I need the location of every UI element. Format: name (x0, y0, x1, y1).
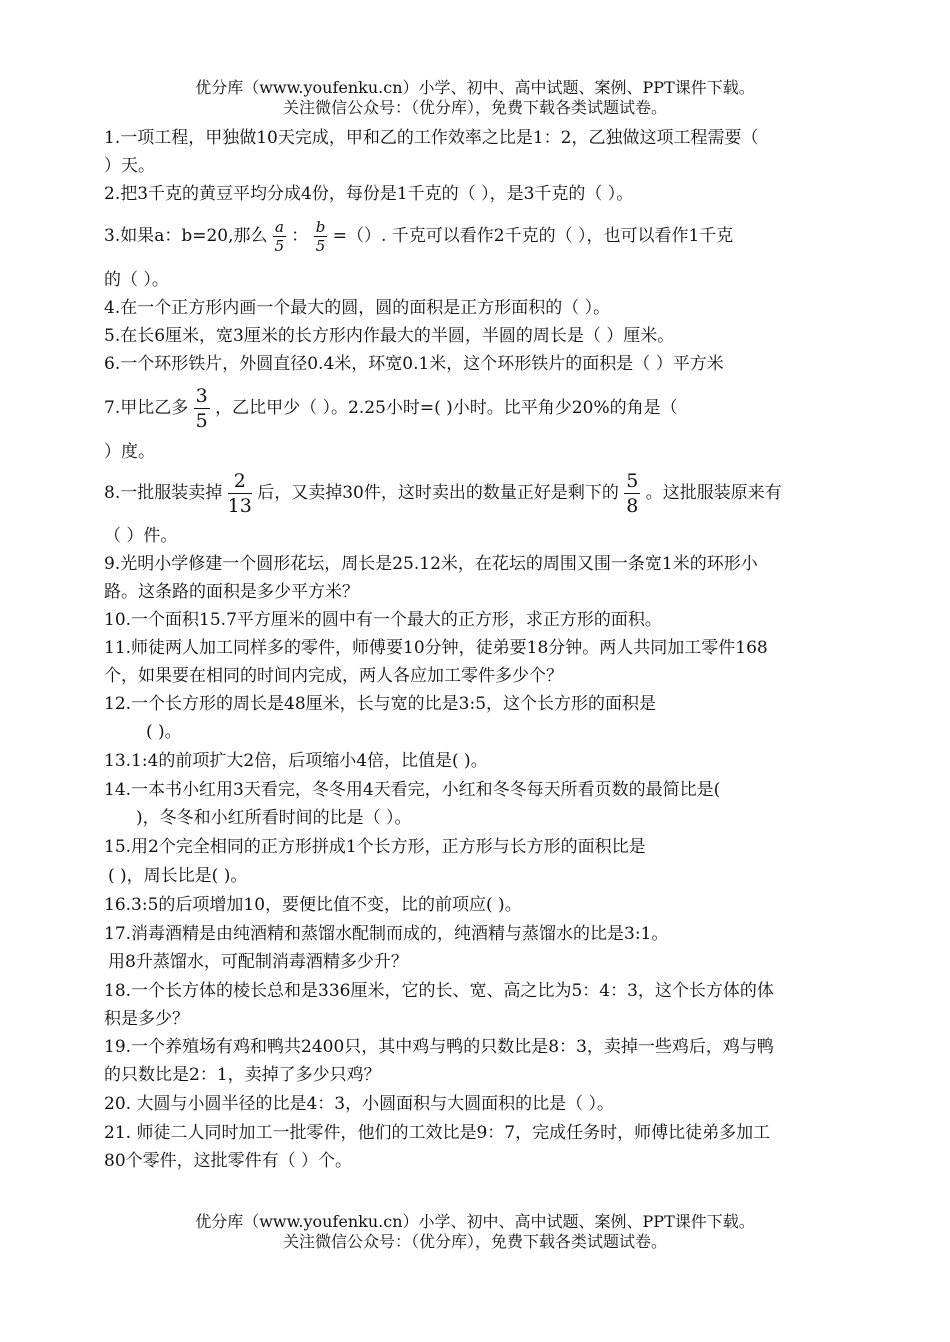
question-8-text-b: 后，又卖掉30件，这时卖出的数量正好是剩下的 (257, 483, 619, 503)
fraction-3-over-5 (194, 384, 210, 433)
question-7-text-a: 7.甲比乙多 (104, 398, 189, 418)
fraction-denominator: 5 (195, 410, 208, 432)
question-2: 2.把3千克的黄豆平均分成4份，每份是1千克的（ ），是3千克的（ ）。 (104, 184, 634, 204)
question-18-line-1: 18.一个长方体的棱长总和是336厘米，它的长、宽、高之比为5：4：3，这个长方体的体 (104, 981, 774, 1001)
question-14-line-1: 14.一本书小红用3天看完，冬冬用4天看完，小红和冬冬每天所看页数的最简比是( (104, 780, 721, 800)
question-4: 4.在一个正方形内画一个最大的圆，圆的面积是正方形面积的（ ）。 (104, 298, 611, 318)
fraction-5-over-8 (624, 469, 640, 518)
question-17-line-1: 17.消毒酒精是由纯酒精和蒸馏水配制而成的，纯酒精与蒸馏水的比是3:1。 (104, 924, 669, 944)
question-20: 20. 大圆与小圆半径的比是4：3，小圆面积与大圆面积的比是（ ）。 (104, 1094, 614, 1114)
fraction-denominator: 5 (274, 237, 285, 255)
question-10: 10.一个面积15.7平方厘米的圆中有一个最大的正方形，求正方形的面积。 (104, 610, 662, 630)
question-21-line-2: 80个零件，这批零件有（ ）个。 (104, 1151, 353, 1171)
question-13: 13.1:4的前项扩大2倍，后项缩小4倍，比值是( )。 (104, 751, 488, 771)
ratio-colon: ： (291, 226, 309, 246)
fraction-denominator: 13 (227, 495, 252, 517)
question-3-line-1 (104, 218, 733, 255)
question-11-line-1: 11.师徒两人加工同样多的零件，师傅要10分钟，徒弟要18分钟。两人共同加工零件168 (104, 638, 768, 658)
page-footer (0, 1212, 950, 1252)
question-12-line-1: 12.一个长方形的周长是48厘米，长与宽的比是3:5，这个长方形的面积是 (104, 694, 657, 714)
question-8-text-c: 。这批服装原来有 (645, 483, 782, 503)
question-1-line-2: ）天。 (104, 156, 155, 176)
footer-line-1: 优分库（www.youfenku.cn）小学、初中、高中试题、案例、PPT课件下载。 (195, 1212, 755, 1231)
question-15-line-1: 15.用2个完全相同的正方形拼成1个长方形，正方形与长方形的面积比是 (104, 837, 646, 857)
question-5: 5.在长6厘米，宽3厘米的长方形内作最大的半圆，半圆的周长是（ ）厘米。 (104, 326, 675, 346)
fraction-numerator: b (315, 218, 326, 236)
question-19-line-1: 19.一个养殖场有鸡和鸭共2400只，其中鸡与鸭的只数比是8：3，卖掉一些鸡后，鸡与鸭 (104, 1037, 774, 1057)
question-7-line-2: ）度。 (104, 442, 155, 462)
fraction-denominator: 8 (626, 495, 639, 517)
footer-line-2: 关注微信公众号：（优分库），免费下载各类试题试卷。 (282, 1232, 667, 1251)
fraction-numerator: a (274, 218, 284, 236)
fraction-numerator: 5 (626, 470, 639, 492)
question-3-text-b: =（）. 千克可以看作2千克的（ ），也可以看作1千克 (332, 226, 734, 246)
fraction-numerator: 3 (195, 385, 208, 407)
question-7-line-1 (104, 384, 678, 433)
question-9-line-2: 路。这条路的面积是多少平方米？ (104, 582, 359, 602)
question-6: 6.一个环形铁片，外圆直径0.4米，环宽0.1米，这个环形铁片的面积是（ ）平方米 (104, 354, 724, 374)
question-17-line-2: 用8升蒸馏水，可配制消毒酒精多少升？ (108, 952, 408, 972)
fraction-numerator: 2 (228, 469, 252, 494)
question-16: 16.3:5的后项增加10，要便比值不变，比的前项应( )。 (104, 895, 522, 915)
question-14-line-2: )，冬冬和小红所看时间的比是（ ）。 (136, 808, 412, 828)
question-21-line-1: 21. 师徒二人同时加工一批零件，他们的工效比是9：7，完成任务时，师傅比徒弟多加工 (104, 1123, 771, 1143)
question-9-line-1: 9.光明小学修建一个圆形花坛，周长是25.12米，在花坛的周围又围一条宽1米的环形小 (104, 554, 758, 574)
question-19-line-2: 的只数比是2：1，卖掉了多少只鸡？ (104, 1065, 381, 1085)
question-7-text-b: ，乙比甲少（ ）。2.25小时=( )小时。比平角少20%的角是（ (215, 398, 678, 418)
question-1-line-1: 1.一项工程，甲独做10天完成，甲和乙的工作效率之比是1：2，乙独做这项工程需要（ (104, 128, 759, 148)
fraction-b-over-5 (314, 218, 328, 255)
header-line-2: 关注微信公众号：（优分库），免费下载各类试题试卷。 (282, 98, 667, 117)
page-header (0, 78, 950, 118)
question-8-line-2: （ ）件。 (104, 526, 178, 546)
question-18-line-2: 积是多少？ (104, 1009, 189, 1029)
fraction-2-over-13 (228, 469, 252, 518)
question-3-line-2: 的（ ）。 (104, 270, 169, 290)
question-3-text-a: 3.如果a：b=20,那么 (104, 226, 268, 246)
question-8-line-1 (104, 469, 782, 518)
question-11-line-2: 个，如果要在相同的时间内完成，两人各应加工零件多少个？ (104, 666, 563, 686)
fraction-a-over-5 (273, 218, 286, 255)
question-12-line-2: ( )。 (146, 722, 182, 742)
question-15-line-2: ( )，周长比是( )。 (108, 866, 248, 886)
header-line-1: 优分库（www.youfenku.cn）小学、初中、高中试题、案例、PPT课件下载。 (195, 78, 755, 97)
question-8-text-a: 8.一批服装卖掉 (104, 483, 223, 503)
fraction-denominator: 5 (315, 237, 326, 255)
